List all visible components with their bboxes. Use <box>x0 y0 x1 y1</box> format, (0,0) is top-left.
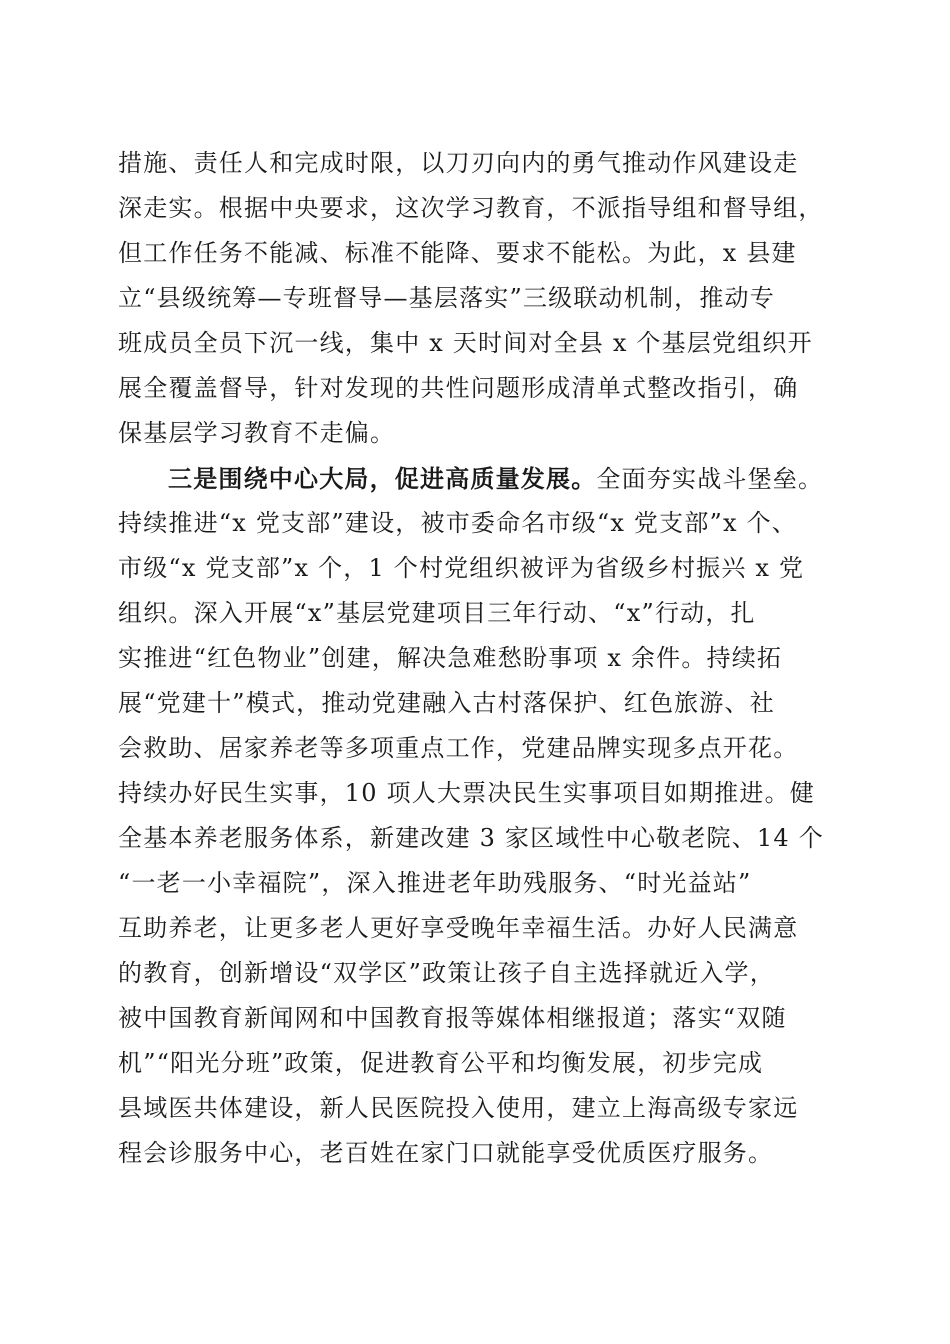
text-line: 实推进“红色物业”创建，解决急难愁盼事项 x 余件。持续拓 <box>118 644 783 672</box>
text-line: 县域医共体建设，新人民医院投入使用，建立上海高级专家远 <box>118 1094 799 1122</box>
text-line: 持续推进“x 党支部”建设，被市委命名市级“x 党支部”x 个、 <box>118 509 797 537</box>
paragraph-2-first-line <box>118 456 848 501</box>
text-line: 全基本养老服务体系，新建改建 3 家区域性中心敬老院、14 个 <box>118 824 824 852</box>
text-line: 措施、责任人和完成时限，以刀刃向内的勇气推动作风建设走 <box>118 149 799 177</box>
text-line: 保基层学习教育不走偏。 <box>118 419 396 447</box>
text-line: 但工作任务不能减、标准不能降、要求不能松。为此，x 县建 <box>118 239 797 267</box>
text-line: 互助养老，让更多老人更好享受晚年幸福生活。办好人民满意 <box>118 914 799 942</box>
paragraph-lead-rest: 全面夯实战斗堡垒。 <box>596 465 824 493</box>
text-line: 展“党建十”模式，推动党建融入古村落保护、红色旅游、社 <box>118 689 775 717</box>
text-line: 持续办好民生实事，10 项人大票决民生实事项目如期推进。健 <box>118 779 815 807</box>
text-line: 会救助、居家养老等多项重点工作，党建品牌实现多点开花。 <box>118 734 799 762</box>
text-line: 市级“x 党支部”x 个，1 个村党组织被评为省级乡村振兴 x 党 <box>118 554 805 582</box>
text-line: “一老一小幸福院”，深入推进老年助残服务、“时光益站” <box>118 869 752 897</box>
paragraph-lead: 三是围绕中心大局，促进高质量发展。 <box>168 464 597 493</box>
text-line: 组织。深入开展“x”基层党建项目三年行动、“x”行动，扎 <box>118 599 756 627</box>
text-line: 展全覆盖督导，针对发现的共性问题形成清单式整改指引，确 <box>118 374 799 402</box>
text-line: 程会诊服务中心，老百姓在家门口就能享受优质医疗服务。 <box>118 1139 774 1167</box>
text-line: 班成员全员下沉一线，集中 x 天时间对全县 x 个基层党组织开 <box>118 329 813 357</box>
text-line: 的教育，创新增设“双学区”政策让孩子自主选择就近入学， <box>118 959 775 987</box>
body-text <box>118 141 848 1176</box>
text-line: 深走实。根据中央要求，这次学习教育，不派指导组和督导组， <box>118 194 824 222</box>
text-line: 立“县级统筹—专班督导—基层落实”三级联动机制，推动专 <box>118 284 775 312</box>
text-line: 被中国教育新闻网和中国教育报等媒体相继报道；落实“双随 <box>118 1004 787 1032</box>
text-line: 机”“阳光分班”政策，促进教育公平和均衡发展，初步完成 <box>118 1049 764 1077</box>
